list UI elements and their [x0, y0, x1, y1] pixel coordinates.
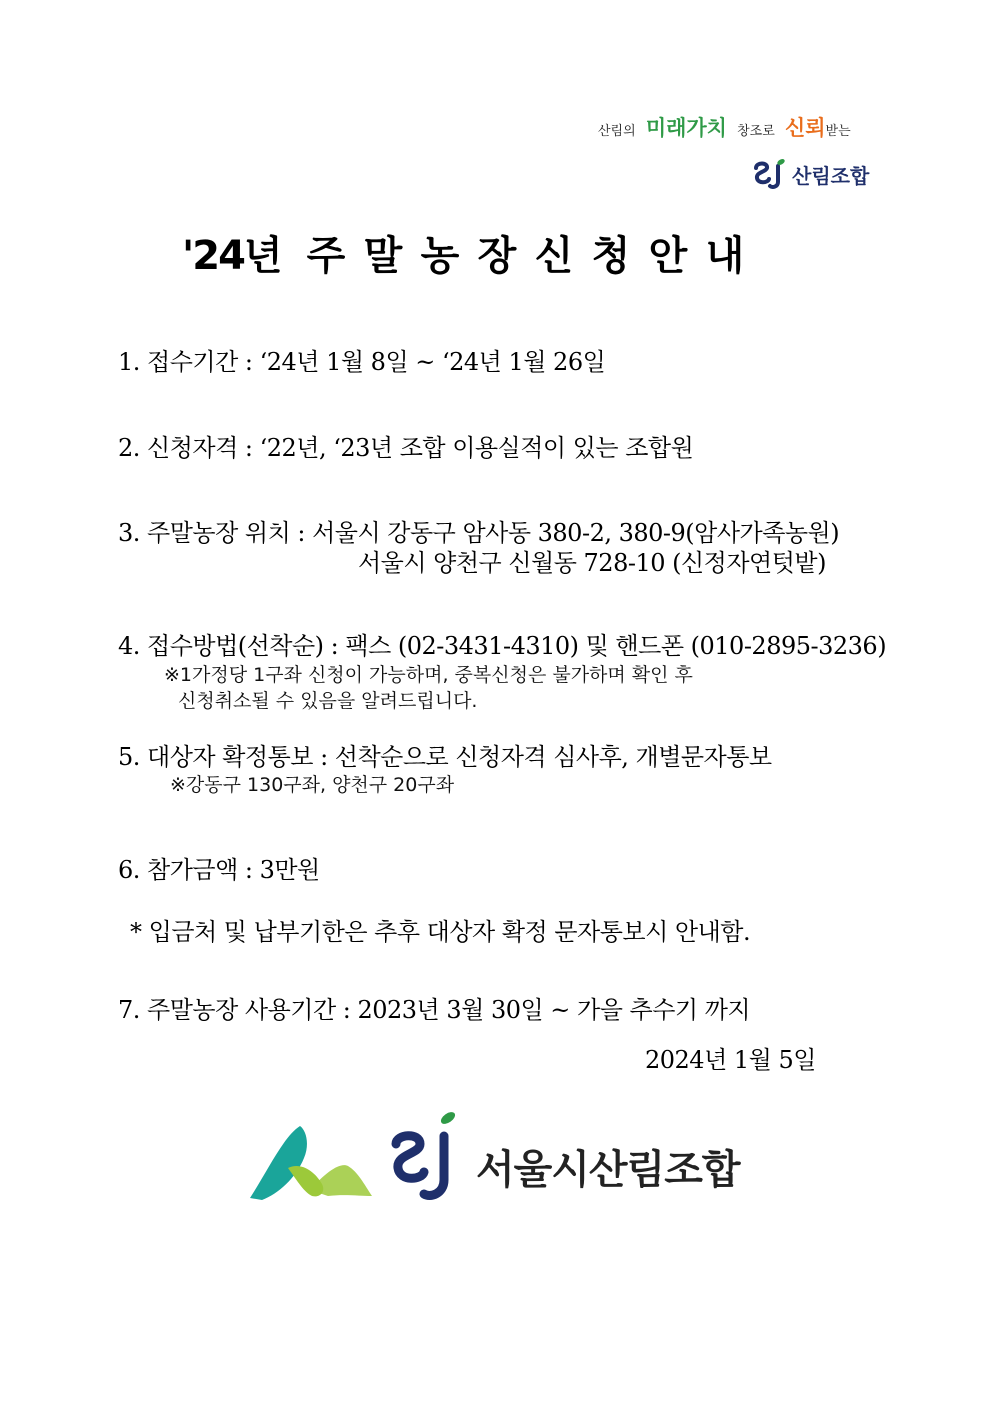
- item-reception-period: 1. 접수기간 : ‘24년 1월 8일 ~ ‘24년 1월 26일: [118, 348, 606, 376]
- title-year: '24년: [182, 233, 281, 279]
- footer-org-name: 서울시산림조합: [476, 1147, 740, 1193]
- slogan-part3: 창조로: [737, 124, 775, 139]
- item-location: 3. 주말농장 위치 : 서울시 강동구 암사동 380-2, 380-9(암사가족농원): [118, 519, 840, 547]
- sj-logo-icon: [752, 158, 788, 190]
- item5-note: ※강동구 130구좌, 양천구 20구좌: [170, 774, 455, 796]
- title-char: 농: [420, 233, 460, 279]
- slogan-part2: 미래가치: [645, 116, 727, 140]
- slogan-part1: 산림의: [598, 124, 636, 139]
- item-application-method: 4. 접수방법(선착순) : 팩스 (02-3431-4310) 및 핸드폰 (010-2895-3236): [118, 632, 887, 660]
- item-notification: 5. 대상자 확정통보 : 선착순으로 신청자격 심사후, 개별문자통보: [118, 743, 772, 771]
- title-char: 장: [477, 233, 517, 279]
- item4-note-line2: 신청취소될 수 있음을 알려드립니다.: [178, 690, 478, 712]
- item-eligibility: 2. 신청자격 : ‘22년, ‘23년 조합 이용실적이 있는 조합원: [118, 434, 694, 462]
- title-char: 주: [306, 233, 346, 279]
- item4-note-line1: ※1가정당 1구좌 신청이 가능하며, 중복신청은 불가하며 확인 후: [164, 664, 693, 686]
- title-char: 신: [534, 233, 574, 279]
- item-fee: 6. 참가금액 : 3만원: [118, 856, 320, 884]
- header-logo: [752, 158, 869, 190]
- item-location-line2: 서울시 양천구 신월동 728-10 (신정자연텃밭): [358, 549, 826, 577]
- title-char: 내: [705, 233, 745, 279]
- document-date: 2024년 1월 5일: [645, 1046, 816, 1074]
- slogan: [598, 112, 898, 142]
- item-usage-period: 7. 주말농장 사용기간 : 2023년 3월 30일 ~ 가을 추수기 까지: [118, 996, 751, 1024]
- title-char: 말: [363, 233, 403, 279]
- page-title: [182, 224, 902, 281]
- item6-note: * 입금처 및 납부기한은 추후 대상자 확정 문자통보시 안내함.: [130, 918, 751, 946]
- title-char: 안: [648, 233, 688, 279]
- slogan-part4: 신뢰: [784, 116, 826, 140]
- slogan-part5: 받는: [825, 124, 851, 139]
- title-char: 청: [591, 233, 631, 279]
- header-logo-name: 산림조합: [792, 163, 870, 188]
